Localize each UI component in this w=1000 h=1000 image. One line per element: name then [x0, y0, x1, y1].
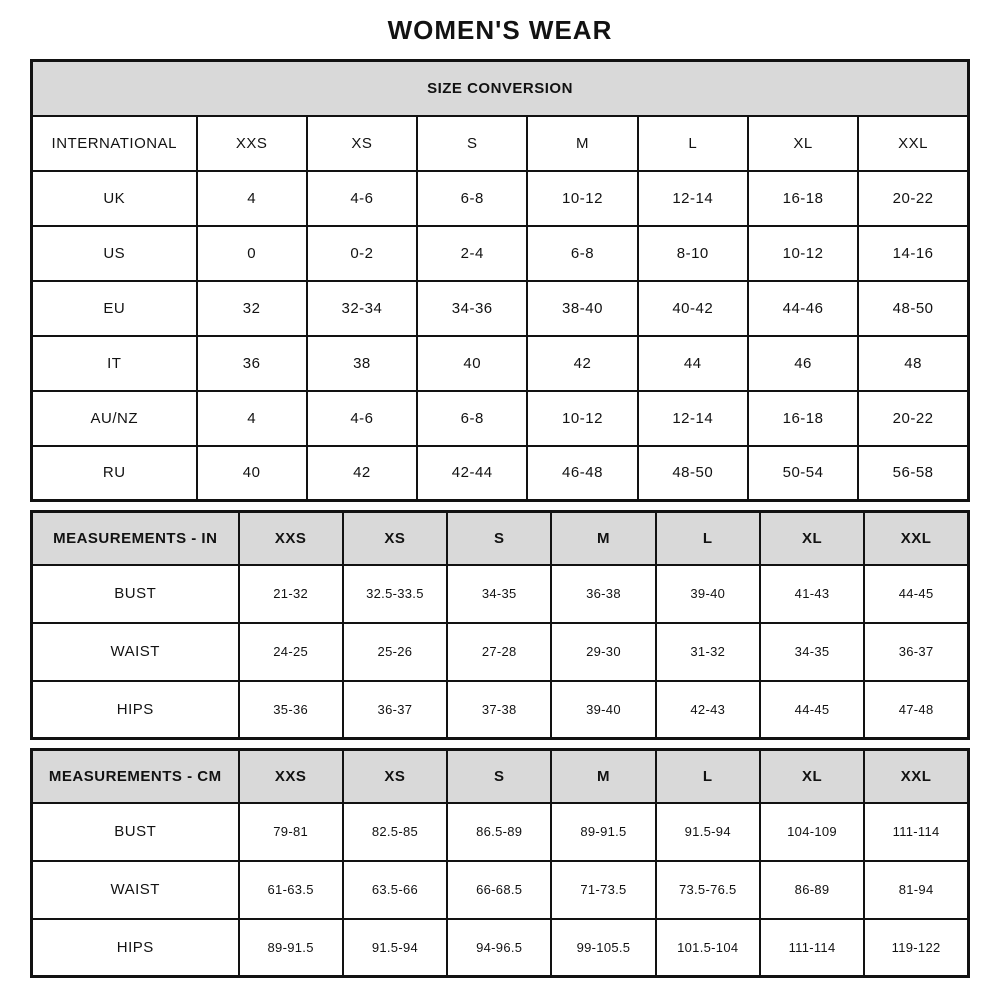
measurement-value-cell: 99-105.5 — [551, 919, 655, 977]
size-column-header: M — [551, 512, 655, 565]
table-row — [32, 391, 969, 446]
size-column-header: XS — [343, 512, 447, 565]
size-value-cell: 6-8 — [417, 171, 527, 226]
measurement-value-cell: 41-43 — [760, 565, 864, 623]
row-label: AU/NZ — [32, 391, 197, 446]
table-row — [32, 446, 969, 501]
column-header-international: INTERNATIONAL — [32, 116, 197, 171]
measurement-value-cell: 89-91.5 — [551, 803, 655, 861]
table-title: MEASUREMENTS - CM — [32, 750, 239, 803]
measurement-value-cell: 36-38 — [551, 565, 655, 623]
size-value-cell: 56-58 — [858, 446, 968, 501]
table-row — [32, 226, 969, 281]
measurement-value-cell: 39-40 — [551, 681, 655, 739]
measurement-value-cell: 71-73.5 — [551, 861, 655, 919]
size-value-cell: 0-2 — [307, 226, 417, 281]
row-label: HIPS — [32, 681, 239, 739]
size-value-cell: 32-34 — [307, 281, 417, 336]
table-row — [32, 171, 969, 226]
measurement-value-cell: 24-25 — [239, 623, 343, 681]
row-label: WAIST — [32, 623, 239, 681]
measurement-value-cell: 34-35 — [447, 565, 551, 623]
measurement-value-cell: 29-30 — [551, 623, 655, 681]
header-row — [32, 750, 969, 803]
size-value-cell: 42 — [527, 336, 637, 391]
measurement-value-cell: 101.5-104 — [656, 919, 760, 977]
size-value-cell: 20-22 — [858, 171, 968, 226]
row-label: UK — [32, 171, 197, 226]
size-value-cell: 42-44 — [417, 446, 527, 501]
size-value-cell: 2-4 — [417, 226, 527, 281]
measurement-value-cell: 37-38 — [447, 681, 551, 739]
size-value-cell: 48 — [858, 336, 968, 391]
size-value-cell: 48-50 — [638, 446, 748, 501]
size-column-header: S — [417, 116, 527, 171]
size-value-cell: 50-54 — [748, 446, 858, 501]
size-column-header: S — [447, 512, 551, 565]
row-label: BUST — [32, 803, 239, 861]
table-row — [32, 565, 969, 623]
size-value-cell: 38-40 — [527, 281, 637, 336]
measurement-value-cell: 39-40 — [656, 565, 760, 623]
size-column-header: L — [656, 512, 760, 565]
size-value-cell: 6-8 — [527, 226, 637, 281]
table-row — [32, 861, 969, 919]
size-column-header: S — [447, 750, 551, 803]
measurements-in-table — [30, 510, 970, 740]
measurement-value-cell: 27-28 — [447, 623, 551, 681]
measurement-value-cell: 86.5-89 — [447, 803, 551, 861]
size-value-cell: 38 — [307, 336, 417, 391]
measurement-value-cell: 94-96.5 — [447, 919, 551, 977]
measurement-value-cell: 32.5-33.5 — [343, 565, 447, 623]
size-value-cell: 46 — [748, 336, 858, 391]
measurement-value-cell: 44-45 — [864, 565, 968, 623]
size-value-cell: 4 — [197, 391, 307, 446]
measurement-value-cell: 82.5-85 — [343, 803, 447, 861]
row-label: BUST — [32, 565, 239, 623]
size-value-cell: 8-10 — [638, 226, 748, 281]
measurement-value-cell: 31-32 — [656, 623, 760, 681]
size-value-cell: 44 — [638, 336, 748, 391]
measurement-value-cell: 66-68.5 — [447, 861, 551, 919]
size-column-header: L — [656, 750, 760, 803]
table-row — [32, 281, 969, 336]
size-value-cell: 40 — [197, 446, 307, 501]
row-label: WAIST — [32, 861, 239, 919]
size-value-cell: 20-22 — [858, 391, 968, 446]
size-value-cell: 16-18 — [748, 391, 858, 446]
measurement-value-cell: 21-32 — [239, 565, 343, 623]
size-column-header: XL — [760, 750, 864, 803]
size-value-cell: 10-12 — [748, 226, 858, 281]
measurement-value-cell: 44-45 — [760, 681, 864, 739]
size-column-header: L — [638, 116, 748, 171]
size-value-cell: 10-12 — [527, 391, 637, 446]
size-conversion-table — [30, 59, 970, 502]
size-column-header: M — [527, 116, 637, 171]
table-row — [32, 681, 969, 739]
size-value-cell: 12-14 — [638, 391, 748, 446]
measurement-value-cell: 91.5-94 — [343, 919, 447, 977]
size-value-cell: 40-42 — [638, 281, 748, 336]
table-row — [32, 623, 969, 681]
measurement-value-cell: 42-43 — [656, 681, 760, 739]
table-title-row — [32, 61, 969, 116]
row-label: IT — [32, 336, 197, 391]
size-column-header: XXS — [197, 116, 307, 171]
size-column-header: XXL — [864, 750, 968, 803]
measurements-cm-table — [30, 748, 970, 978]
size-value-cell: 40 — [417, 336, 527, 391]
row-label: EU — [32, 281, 197, 336]
size-value-cell: 4 — [197, 171, 307, 226]
size-column-header: M — [551, 750, 655, 803]
size-column-header: XXS — [239, 750, 343, 803]
size-column-header: XXL — [864, 512, 968, 565]
table-title: MEASUREMENTS - IN — [32, 512, 239, 565]
measurement-value-cell: 111-114 — [760, 919, 864, 977]
size-value-cell: 4-6 — [307, 171, 417, 226]
size-column-header: XL — [760, 512, 864, 565]
size-value-cell: 46-48 — [527, 446, 637, 501]
measurement-value-cell: 25-26 — [343, 623, 447, 681]
size-value-cell: 10-12 — [527, 171, 637, 226]
size-value-cell: 34-36 — [417, 281, 527, 336]
size-value-cell: 14-16 — [858, 226, 968, 281]
table-row — [32, 803, 969, 861]
measurement-value-cell: 73.5-76.5 — [656, 861, 760, 919]
measurement-value-cell: 86-89 — [760, 861, 864, 919]
size-column-header: XS — [307, 116, 417, 171]
header-row — [32, 512, 969, 565]
size-value-cell: 0 — [197, 226, 307, 281]
measurement-value-cell: 36-37 — [864, 623, 968, 681]
measurement-value-cell: 79-81 — [239, 803, 343, 861]
size-value-cell: 6-8 — [417, 391, 527, 446]
size-value-cell: 44-46 — [748, 281, 858, 336]
size-value-cell: 4-6 — [307, 391, 417, 446]
header-row — [32, 116, 969, 171]
page-title: WOMEN'S WEAR — [387, 15, 613, 45]
size-value-cell: 16-18 — [748, 171, 858, 226]
size-column-header: XXL — [858, 116, 968, 171]
measurement-value-cell: 111-114 — [864, 803, 968, 861]
table-row — [32, 336, 969, 391]
size-column-header: XS — [343, 750, 447, 803]
measurement-value-cell: 91.5-94 — [656, 803, 760, 861]
table-row — [32, 919, 969, 977]
measurement-value-cell: 104-109 — [760, 803, 864, 861]
measurement-value-cell: 36-37 — [343, 681, 447, 739]
measurement-value-cell: 89-91.5 — [239, 919, 343, 977]
row-label: HIPS — [32, 919, 239, 977]
measurement-value-cell: 47-48 — [864, 681, 968, 739]
size-column-header: XXS — [239, 512, 343, 565]
size-value-cell: 48-50 — [858, 281, 968, 336]
measurement-value-cell: 34-35 — [760, 623, 864, 681]
measurement-value-cell: 119-122 — [864, 919, 968, 977]
size-value-cell: 32 — [197, 281, 307, 336]
size-column-header: XL — [748, 116, 858, 171]
measurement-value-cell: 61-63.5 — [239, 861, 343, 919]
measurement-value-cell: 35-36 — [239, 681, 343, 739]
row-label: US — [32, 226, 197, 281]
size-value-cell: 42 — [307, 446, 417, 501]
table-title: SIZE CONVERSION — [32, 61, 969, 116]
measurement-value-cell: 63.5-66 — [343, 861, 447, 919]
size-value-cell: 36 — [197, 336, 307, 391]
row-label: RU — [32, 446, 197, 501]
measurement-value-cell: 81-94 — [864, 861, 968, 919]
size-value-cell: 12-14 — [638, 171, 748, 226]
